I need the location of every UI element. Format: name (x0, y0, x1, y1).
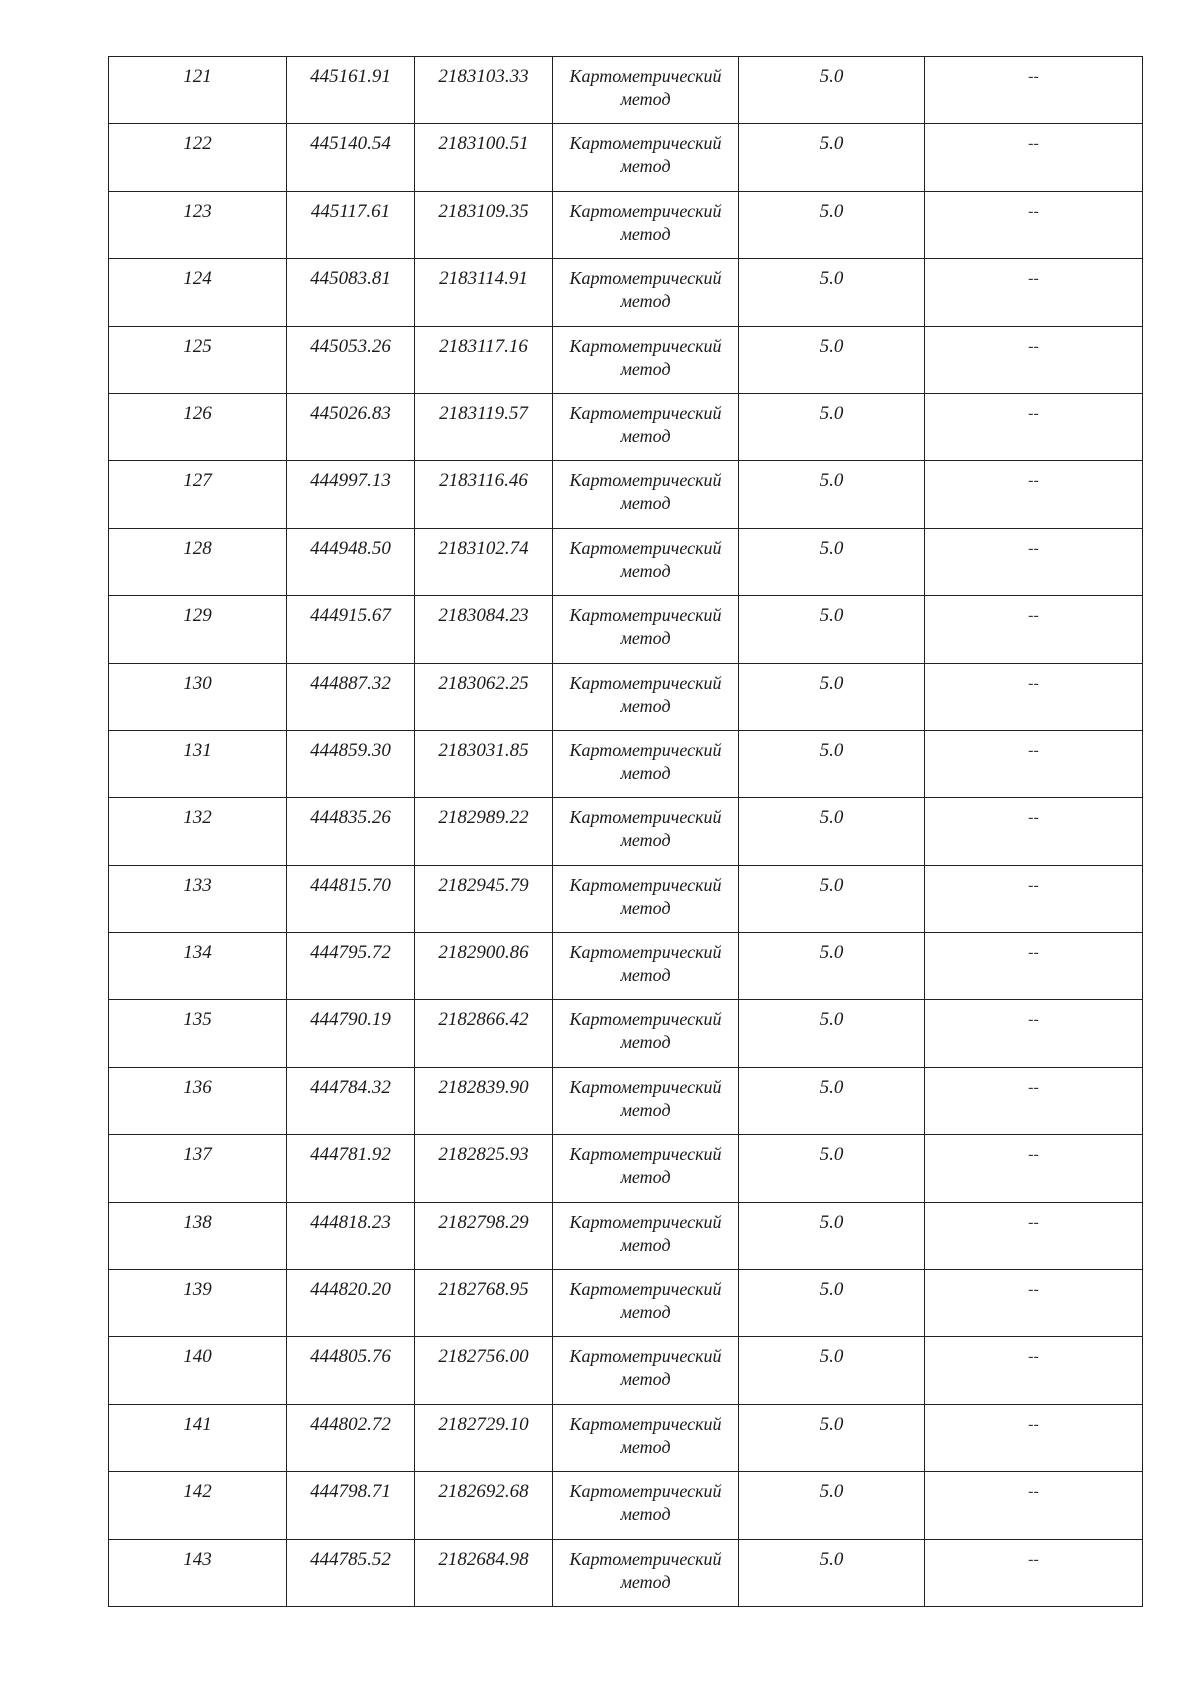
accuracy-cell: 5.0 (739, 1000, 925, 1067)
table-row (109, 865, 1143, 932)
point-number-cell: 142 (109, 1472, 287, 1539)
method-cell: Картометрический метод (553, 1202, 739, 1269)
x-coordinate-cell: 444784.32 (287, 1067, 415, 1134)
x-coordinate-cell: 444805.76 (287, 1337, 415, 1404)
table-row (109, 57, 1143, 124)
coordinates-table (108, 56, 1143, 1607)
point-number-cell: 141 (109, 1404, 287, 1471)
note-cell: -- (925, 393, 1143, 460)
x-coordinate-cell: 444790.19 (287, 1000, 415, 1067)
note-cell: -- (925, 124, 1143, 191)
x-coordinate-cell: 444781.92 (287, 1135, 415, 1202)
table-row (109, 1539, 1143, 1606)
method-cell: Картометрический метод (553, 1270, 739, 1337)
y-coordinate-cell: 2182945.79 (415, 865, 553, 932)
x-coordinate-cell: 444785.52 (287, 1539, 415, 1606)
point-number-cell: 135 (109, 1000, 287, 1067)
x-coordinate-cell: 444835.26 (287, 798, 415, 865)
accuracy-cell: 5.0 (739, 326, 925, 393)
point-number-cell: 136 (109, 1067, 287, 1134)
x-coordinate-cell: 445140.54 (287, 124, 415, 191)
note-cell: -- (925, 1270, 1143, 1337)
note-cell: -- (925, 730, 1143, 797)
method-cell: Картометрический метод (553, 865, 739, 932)
note-cell: -- (925, 865, 1143, 932)
table-row (109, 1202, 1143, 1269)
coordinates-table-body (109, 57, 1143, 1607)
accuracy-cell: 5.0 (739, 191, 925, 258)
x-coordinate-cell: 444915.67 (287, 596, 415, 663)
point-number-cell: 139 (109, 1270, 287, 1337)
accuracy-cell: 5.0 (739, 1404, 925, 1471)
y-coordinate-cell: 2182825.93 (415, 1135, 553, 1202)
y-coordinate-cell: 2182866.42 (415, 1000, 553, 1067)
method-cell: Картометрический метод (553, 461, 739, 528)
point-number-cell: 125 (109, 326, 287, 393)
accuracy-cell: 5.0 (739, 124, 925, 191)
accuracy-cell: 5.0 (739, 663, 925, 730)
point-number-cell: 143 (109, 1539, 287, 1606)
method-cell: Картометрический метод (553, 124, 739, 191)
y-coordinate-cell: 2183116.46 (415, 461, 553, 528)
y-coordinate-cell: 2182989.22 (415, 798, 553, 865)
table-row (109, 124, 1143, 191)
table-row (109, 1472, 1143, 1539)
table-row (109, 1270, 1143, 1337)
method-cell: Картометрический метод (553, 933, 739, 1000)
point-number-cell: 140 (109, 1337, 287, 1404)
method-cell: Картометрический метод (553, 259, 739, 326)
y-coordinate-cell: 2182798.29 (415, 1202, 553, 1269)
table-row (109, 798, 1143, 865)
method-cell: Картометрический метод (553, 528, 739, 595)
method-cell: Картометрический метод (553, 1000, 739, 1067)
method-cell: Картометрический метод (553, 1067, 739, 1134)
y-coordinate-cell: 2183103.33 (415, 57, 553, 124)
note-cell: -- (925, 1067, 1143, 1134)
table-row (109, 191, 1143, 258)
x-coordinate-cell: 444818.23 (287, 1202, 415, 1269)
method-cell: Картометрический метод (553, 393, 739, 460)
point-number-cell: 131 (109, 730, 287, 797)
method-cell: Картометрический метод (553, 730, 739, 797)
note-cell: -- (925, 596, 1143, 663)
y-coordinate-cell: 2182839.90 (415, 1067, 553, 1134)
accuracy-cell: 5.0 (739, 1067, 925, 1134)
note-cell: -- (925, 1202, 1143, 1269)
accuracy-cell: 5.0 (739, 865, 925, 932)
x-coordinate-cell: 444887.32 (287, 663, 415, 730)
note-cell: -- (925, 528, 1143, 595)
method-cell: Картометрический метод (553, 1472, 739, 1539)
x-coordinate-cell: 445026.83 (287, 393, 415, 460)
accuracy-cell: 5.0 (739, 57, 925, 124)
note-cell: -- (925, 1000, 1143, 1067)
point-number-cell: 124 (109, 259, 287, 326)
accuracy-cell: 5.0 (739, 1202, 925, 1269)
note-cell: -- (925, 663, 1143, 730)
point-number-cell: 133 (109, 865, 287, 932)
x-coordinate-cell: 444798.71 (287, 1472, 415, 1539)
accuracy-cell: 5.0 (739, 528, 925, 595)
x-coordinate-cell: 444815.70 (287, 865, 415, 932)
accuracy-cell: 5.0 (739, 393, 925, 460)
x-coordinate-cell: 444859.30 (287, 730, 415, 797)
table-row (109, 730, 1143, 797)
x-coordinate-cell: 444820.20 (287, 1270, 415, 1337)
x-coordinate-cell: 444948.50 (287, 528, 415, 595)
table-row (109, 461, 1143, 528)
method-cell: Картометрический метод (553, 1135, 739, 1202)
method-cell: Картометрический метод (553, 1539, 739, 1606)
accuracy-cell: 5.0 (739, 1472, 925, 1539)
note-cell: -- (925, 259, 1143, 326)
point-number-cell: 123 (109, 191, 287, 258)
y-coordinate-cell: 2182900.86 (415, 933, 553, 1000)
y-coordinate-cell: 2183109.35 (415, 191, 553, 258)
table-row (109, 1135, 1143, 1202)
y-coordinate-cell: 2183031.85 (415, 730, 553, 797)
method-cell: Картометрический метод (553, 1337, 739, 1404)
point-number-cell: 130 (109, 663, 287, 730)
note-cell: -- (925, 933, 1143, 1000)
note-cell: -- (925, 57, 1143, 124)
table-row (109, 393, 1143, 460)
accuracy-cell: 5.0 (739, 461, 925, 528)
y-coordinate-cell: 2182729.10 (415, 1404, 553, 1471)
note-cell: -- (925, 1135, 1143, 1202)
y-coordinate-cell: 2183117.16 (415, 326, 553, 393)
method-cell: Картометрический метод (553, 663, 739, 730)
table-row (109, 596, 1143, 663)
y-coordinate-cell: 2183084.23 (415, 596, 553, 663)
note-cell: -- (925, 1472, 1143, 1539)
table-row (109, 1000, 1143, 1067)
x-coordinate-cell: 444802.72 (287, 1404, 415, 1471)
note-cell: -- (925, 326, 1143, 393)
point-number-cell: 128 (109, 528, 287, 595)
point-number-cell: 121 (109, 57, 287, 124)
table-row (109, 528, 1143, 595)
table-row (109, 933, 1143, 1000)
method-cell: Картометрический метод (553, 57, 739, 124)
accuracy-cell: 5.0 (739, 798, 925, 865)
y-coordinate-cell: 2183100.51 (415, 124, 553, 191)
y-coordinate-cell: 2183114.91 (415, 259, 553, 326)
point-number-cell: 129 (109, 596, 287, 663)
point-number-cell: 132 (109, 798, 287, 865)
point-number-cell: 138 (109, 1202, 287, 1269)
accuracy-cell: 5.0 (739, 933, 925, 1000)
accuracy-cell: 5.0 (739, 1539, 925, 1606)
accuracy-cell: 5.0 (739, 1135, 925, 1202)
table-row (109, 1337, 1143, 1404)
point-number-cell: 122 (109, 124, 287, 191)
x-coordinate-cell: 444997.13 (287, 461, 415, 528)
x-coordinate-cell: 445161.91 (287, 57, 415, 124)
note-cell: -- (925, 1404, 1143, 1471)
y-coordinate-cell: 2183102.74 (415, 528, 553, 595)
method-cell: Картометрический метод (553, 798, 739, 865)
note-cell: -- (925, 798, 1143, 865)
y-coordinate-cell: 2182684.98 (415, 1539, 553, 1606)
point-number-cell: 134 (109, 933, 287, 1000)
table-row (109, 259, 1143, 326)
y-coordinate-cell: 2182692.68 (415, 1472, 553, 1539)
y-coordinate-cell: 2183119.57 (415, 393, 553, 460)
note-cell: -- (925, 191, 1143, 258)
accuracy-cell: 5.0 (739, 596, 925, 663)
x-coordinate-cell: 445053.26 (287, 326, 415, 393)
note-cell: -- (925, 461, 1143, 528)
accuracy-cell: 5.0 (739, 1270, 925, 1337)
point-number-cell: 137 (109, 1135, 287, 1202)
point-number-cell: 126 (109, 393, 287, 460)
method-cell: Картометрический метод (553, 1404, 739, 1471)
x-coordinate-cell: 445117.61 (287, 191, 415, 258)
point-number-cell: 127 (109, 461, 287, 528)
y-coordinate-cell: 2183062.25 (415, 663, 553, 730)
table-row (109, 1067, 1143, 1134)
note-cell: -- (925, 1337, 1143, 1404)
accuracy-cell: 5.0 (739, 259, 925, 326)
x-coordinate-cell: 445083.81 (287, 259, 415, 326)
table-row (109, 326, 1143, 393)
x-coordinate-cell: 444795.72 (287, 933, 415, 1000)
y-coordinate-cell: 2182768.95 (415, 1270, 553, 1337)
accuracy-cell: 5.0 (739, 1337, 925, 1404)
note-cell: -- (925, 1539, 1143, 1606)
table-row (109, 1404, 1143, 1471)
y-coordinate-cell: 2182756.00 (415, 1337, 553, 1404)
method-cell: Картометрический метод (553, 326, 739, 393)
table-row (109, 663, 1143, 730)
method-cell: Картометрический метод (553, 191, 739, 258)
accuracy-cell: 5.0 (739, 730, 925, 797)
method-cell: Картометрический метод (553, 596, 739, 663)
